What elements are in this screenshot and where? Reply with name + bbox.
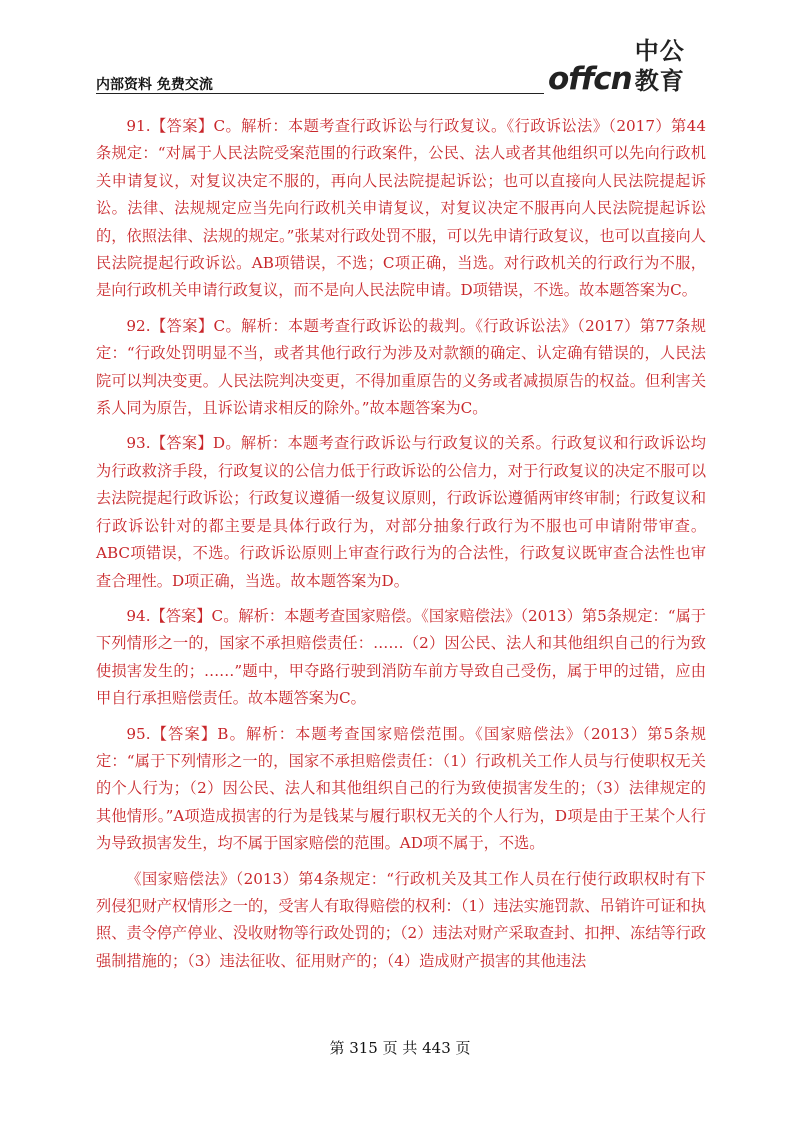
- header-label: 内部资料 免费交流: [96, 77, 213, 93]
- document-body: [96, 113, 706, 983]
- paragraph-q91: 91.【答案】C。解析：本题考查行政诉讼与行政复议。《行政诉讼法》（2017）第44条规定：“对属于人民法院受案范围的行政案件，公民、法人或者其他组织可以先向行政机关申请复议，对复议决定不服的，再向人民法院提起诉讼；也可以直接向人民法院提起诉讼。法律、法规规定应当先向行政机关申请复议，对复议决定不服再向人民法院提起诉讼的，依照法律、法规的规定。”张某对行政处罚不服，可以先申请行政复议，也可以直接向人民法院提起行政诉讼。AB项错误，不选；C项正确，当选。对行政机关的行政行为不服，是向行政机关申请行政复议，而不是向人民法院申请。D项错误，不选。故本题答案为C。: [96, 117, 706, 300]
- header-rule: [96, 93, 544, 94]
- paragraph-q94: 94.【答案】C。解析：本题考查国家赔偿。《国家赔偿法》（2013）第5条规定：“属于下列情形之一的，国家不承担赔偿责任：……（2）因公民、法人和其他组织自己的行为致使损害发生的；……”题中，甲夺路行驶到消防车前方导致自己受伤，属于甲的过错，应由甲自行承担赔偿责任。故本题答案为C。: [96, 606, 706, 708]
- paragraph-q93: 93.【答案】D。解析：本题考查行政诉讼与行政复议的关系。行政复议和行政诉讼均为行政救济手段，行政复议的公信力低于行政诉讼的公信力，对于行政复议的决定不服可以去法院提起行政诉讼；行政复议遵循一级复议原则，行政诉讼遵循两审终审制；行政复议和行政诉讼针对的都主要是具体行政行为，对部分抽象行政行为不服也可申请附带审查。ABC项错误，不选。行政诉讼原则上审查行政行为的合法性，行政复议既审查合法性也审查合理性。D项正确，当选。故本题答案为D。: [96, 434, 706, 590]
- paragraph-q95-continued: 《国家赔偿法》（2013）第4条规定：“行政机关及其工作人员在行使行政职权时有下列侵犯财产权情形之一的，受害人有取得赔偿的权利：（1）违法实施罚款、吊销许可证和执照、责令停产停业、没收财物等行政处罚的；（2）违法对财产采取查封、扣押、冻结等行政强制措施的；（3）违法征收、征用财产的；（4）造成财产损害的其他违法: [96, 869, 706, 970]
- paragraph-q95: 95.【答案】B。解析：本题考查国家赔偿范围。《国家赔偿法》（2013）第5条规定：“属于下列情形之一的，国家不承担赔偿责任：（1）行政机关工作人员与行使职权无关的个人行为；（2）因公民、法人和其他组织自己的行为致使损害发生的；（3）法律规定的其他情形。”A项造成损害的行为是钱某与履行职权无关的个人行为，D项是由于王某个人行为导致损害发生，均不属于国家赔偿的范围。AD项不属于，不选。: [96, 724, 706, 853]
- page-header: [96, 37, 706, 97]
- offcn-logo: [548, 37, 706, 97]
- logo-text-cn: 中公教育: [634, 37, 685, 95]
- page-number: 第 315 页 共 443 页: [329, 1039, 471, 1057]
- paragraph-q92: 92.【答案】C。解析：本题考查行政诉讼的裁判。《行政诉讼法》（2017）第77条规定：“行政处罚明显不当，或者其他行政行为涉及对款额的确定、认定确有错误的，人民法院可以判决变更。人民法院判决变更，不得加重原告的义务或者减损原告的权益。但利害关系人同为原告，且诉讼请求相反的除外。”故本题答案为C。: [96, 316, 706, 418]
- logo-text-en: offcn: [548, 61, 632, 97]
